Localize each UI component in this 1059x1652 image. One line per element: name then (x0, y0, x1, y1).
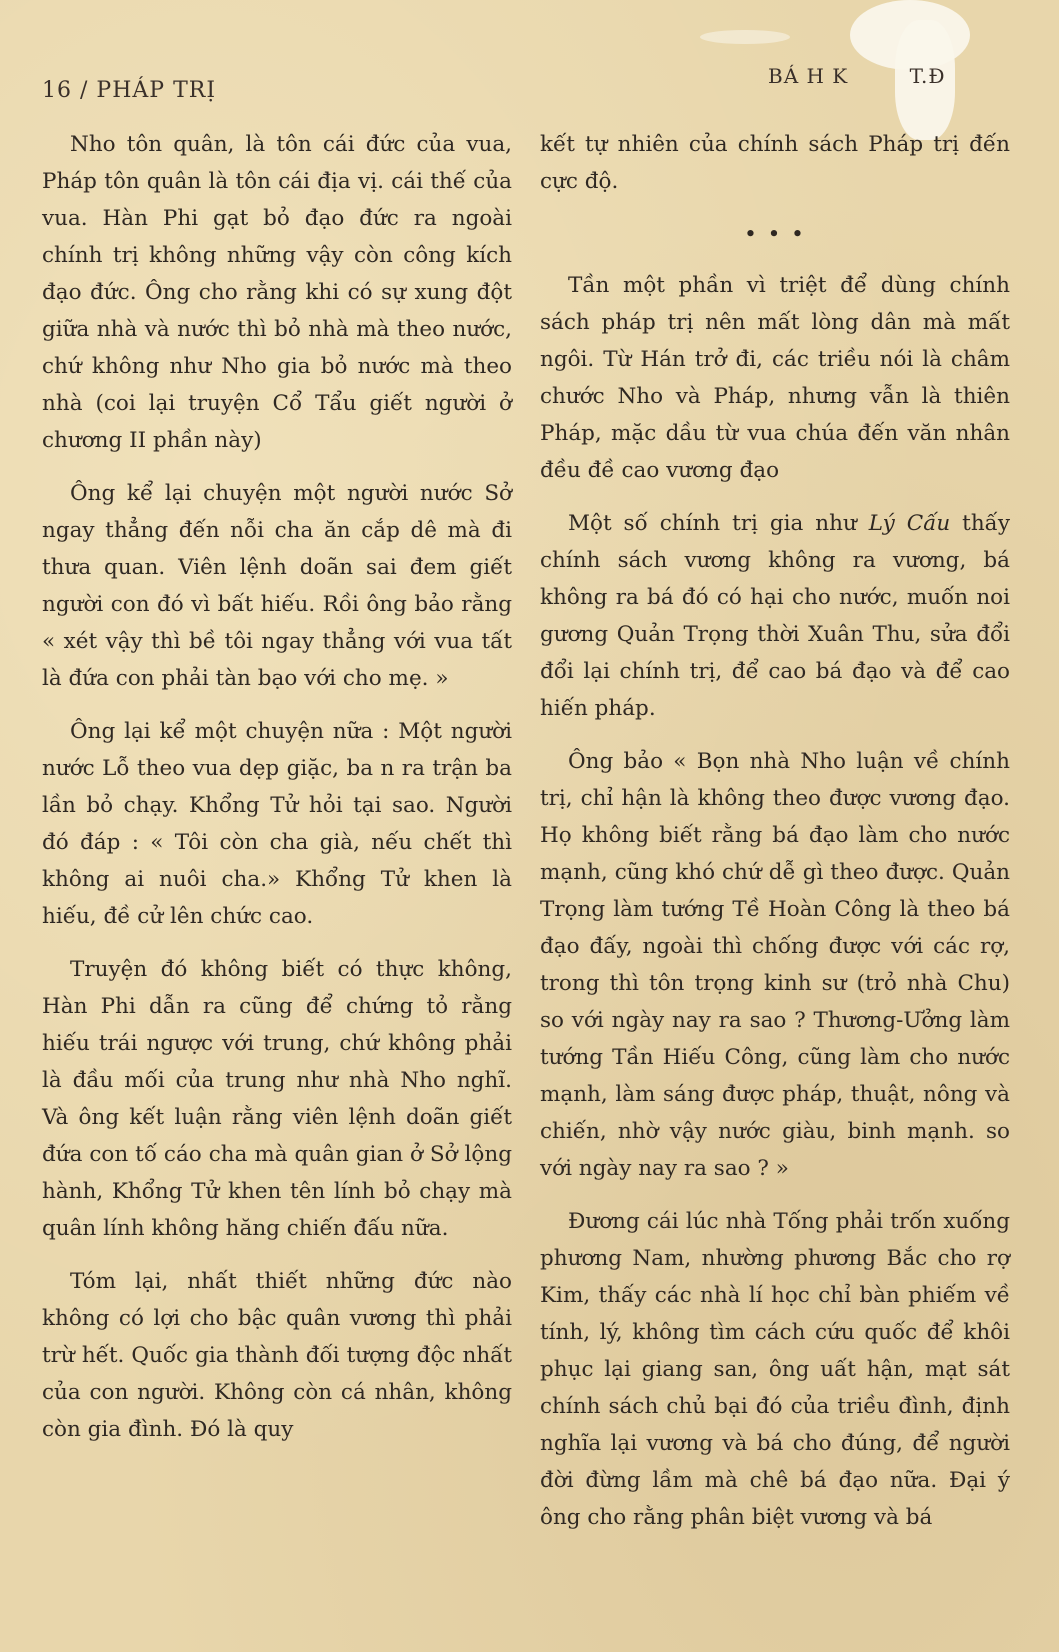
page-header-left: 16 / PHÁP TRỊ (42, 78, 217, 103)
paragraph: Nho tôn quân, là tôn cái đức của vua, Pháp tôn quân là tôn cái địa vị. cái thế của vua. Hàn Phi gạt bỏ đạo đức ra ngoài chính trị không những vậy còn công kích đạo đức. Ông cho rằng khi có sự xung đột giữa nhà và nước thì bỏ nhà mà theo nước, chứ không như Nho gia bỏ nước mà theo nhà (coi lại truyện Cổ Tẩu giết người ở chương II phần này) (42, 132, 512, 453)
paragraph: Tần một phần vì triệt để dùng chính sách pháp trị nên mất lòng dân mà mất ngôi. Từ Hán trở đi, các triều nói là châm chước Nho và Pháp, nhưng vẫn là thiên Pháp, mặc dầu từ vua chúa đến văn nhân đều đề cao vương đạo (540, 273, 1010, 483)
section-separator: • • • (744, 222, 806, 247)
running-title-tail: T.Đ (909, 64, 946, 88)
page-number: 16 (42, 78, 72, 103)
paper-stain (700, 30, 790, 44)
section-title: PHÁP TRỊ (96, 78, 217, 103)
running-title: BÁ (768, 64, 800, 88)
paragraph-continuation: kết tự nhiên của chính sách Pháp trị đến cực độ. (540, 132, 1010, 194)
paragraph: Tóm lại, nhất thiết những đức nào không có lợi cho bậc quân vương thì phải trừ hết. Quốc gia thành đối tượng độc nhất của con người. Không còn cá nhân, không còn gia đình. Đó là quy (42, 1269, 512, 1442)
running-title-fragment: H K (806, 64, 849, 88)
paragraph: Truyện đó không biết có thực không, Hàn Phi dẫn ra cũng để chứng tỏ rằng hiếu trái ngược với trung, chứ không phải là đầu mối của trung như nhà Nho nghĩ. Và ông kết luận rằng viên lệnh doãn giết đứa con tố cáo cha mà quân gian ở Sở lộng hành, Khổng Tử khen tên lính bỏ chạy mà quân lính không hăng chiến đấu nữa. (42, 957, 512, 1241)
paragraph: Ông kể lại chuyện một người nước Sở ngay thẳng đến nỗi cha ăn cắp dê mà đi thưa quan. Viên lệnh doãn sai đem giết người con đó vì bất hiếu. Rồi ông bảo rằng « xét vậy thì bề tôi ngay thẳng với vua tất là đứa con phải tàn bạo với cho mẹ. » (42, 481, 512, 691)
left-column (42, 126, 512, 1448)
paragraph: Ông bảo « Bọn nhà Nho luận về chính trị, chỉ hận là không theo được vương đạo. Họ không biết rằng bá đạo làm cho nước mạnh, cũng khó chứ dễ gì theo được. Quản Trọng làm tướng Tề Hoàn Công là theo bá đạo đấy, ngoài thì chống được với các rợ, trong thì tôn trọng kinh sư (trỏ nhà Chu) so với ngày nay ra sao ? Thương-Ưởng làm tướng Tần Hiếu Công, cũng làm cho nước mạnh, làm sáng được pháp, thuật, nông và chiến, nhờ vậy nước giàu, binh mạnh. so với ngày nay ra sao ? » (540, 749, 1010, 1181)
person-name: Lý Cấu (868, 511, 951, 536)
page-header-right (768, 64, 946, 88)
paragraph: Đương cái lúc nhà Tống phải trốn xuống phương Nam, nhường phương Bắc cho rợ Kim, thấy các nhà lí học chỉ bàn phiếm về tính, lý, không tìm cách cứu quốc để khôi phục lại giang san, ông uất hận, mạt sát chính sách chủ bại đó của triều đình, định nghĩa lại vương và bá cho đúng, để người đời đừng lầm mà chê bá đạo nữa. Đại ý ông cho rằng phân biệt vương và bá (540, 1209, 1010, 1530)
paragraph: Ông lại kể một chuyện nữa : Một người nước Lỗ theo vua dẹp giặc, ba n ra trận ba lần bỏ chạy. Khổng Tử hỏi tại sao. Người đó đáp : « Tôi còn cha già, nếu chết thì không ai nuôi cha.» Khổng Tử khen là hiếu, đề cử lên chức cao. (42, 719, 512, 929)
paragraph: Một số chính trị gia như Lý Cấu thấy chính sách vương không ra vương, bá không ra bá đó có hại cho nước, muốn noi gương Quản Trọng thời Xuân Thu, sửa đổi đổi lại chính trị, để cao bá đạo và để cao hiến pháp. (540, 511, 1010, 721)
right-column (540, 126, 1010, 1536)
